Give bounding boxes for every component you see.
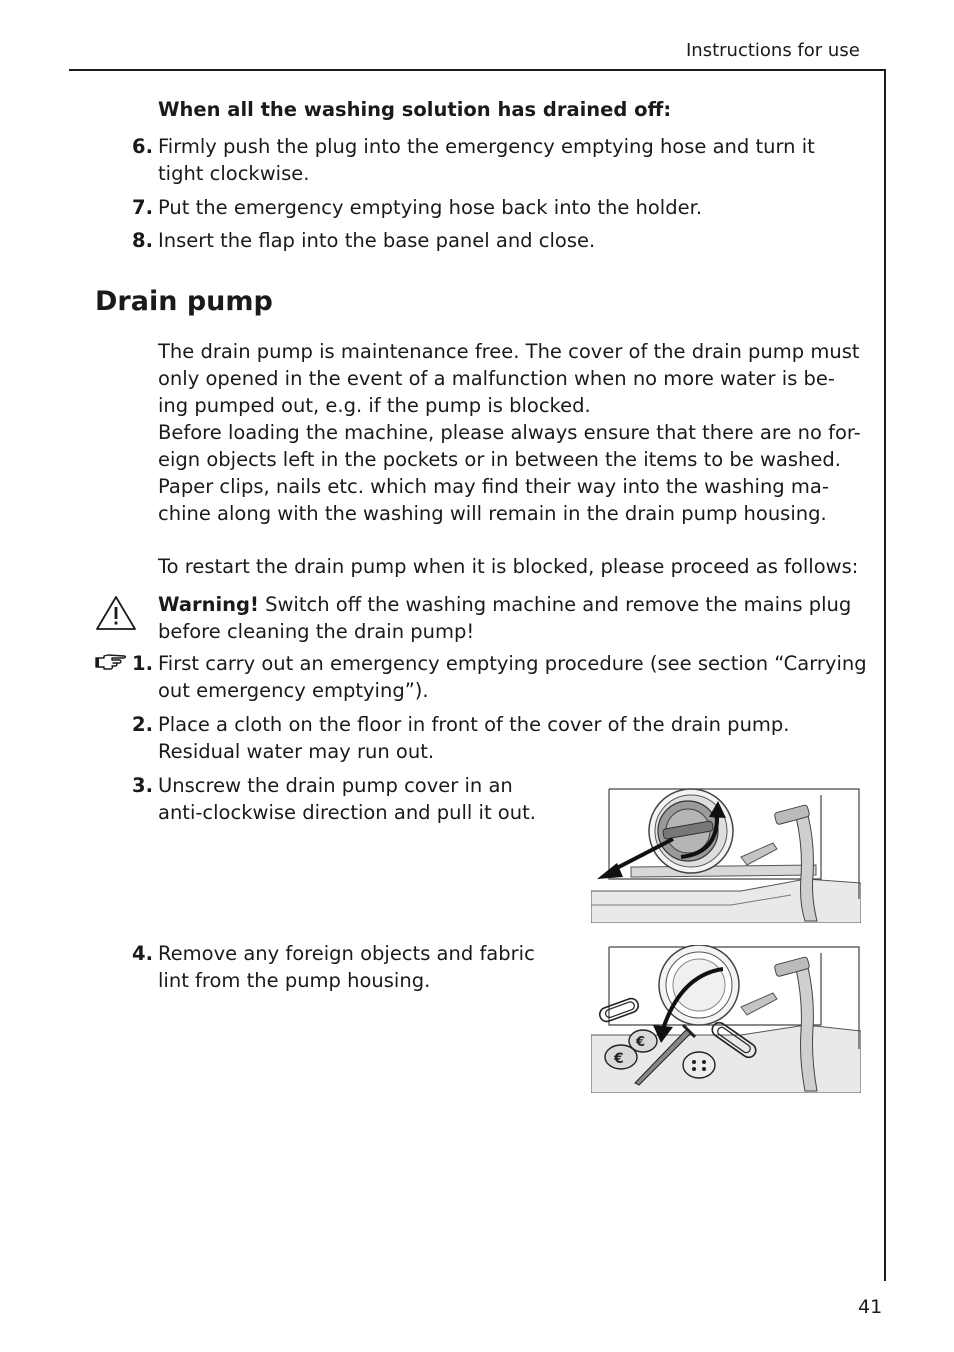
remove-foreign-objects-illustration — [590, 944, 862, 1094]
warning-label: Warning! — [158, 593, 259, 616]
step-text: Residual water may run out. — [158, 740, 435, 763]
intro-line: Paper clips, nails etc. which may find their way into the washing ma- — [158, 475, 829, 498]
running-header: Instructions for use — [686, 40, 860, 61]
svg-text:€: € — [636, 1035, 646, 1050]
step-text: Firmly push the plug into the emergency emptying hose and turn it — [158, 135, 815, 158]
step-number: 6. — [132, 135, 153, 158]
step-number: 8. — [132, 229, 153, 252]
page-number: 41 — [858, 1296, 883, 1318]
step-text: out emergency emptying”). — [158, 679, 429, 702]
step-number: 7. — [132, 196, 153, 219]
warning-text: Switch off the washing machine and remove the mains plug — [258, 593, 852, 616]
section-title: Drain pump — [95, 286, 273, 317]
intro-line: chine along with the washing will remain in the drain pump housing. — [158, 502, 827, 525]
step-number: 4. — [132, 942, 153, 965]
step-text: anti-clockwise direction and pull it out. — [158, 801, 536, 824]
step-number: 3. — [132, 774, 153, 797]
step-text: Unscrew the drain pump cover in an — [158, 774, 513, 797]
step-text: tight clockwise. — [158, 162, 310, 185]
intro-line: eign objects left in the pockets or in between the items to be washed. — [158, 448, 841, 471]
step-text: lint from the pump housing. — [158, 969, 431, 992]
intro-line: Before loading the machine, please always ensure that there are no for- — [158, 421, 861, 444]
drained-heading: When all the washing solution has drained off: — [158, 98, 672, 121]
intro-line: only opened in the event of a malfunction when no more water is be- — [158, 367, 835, 390]
pointing-hand-icon — [94, 653, 130, 671]
header-rule — [69, 69, 886, 71]
step-text: First carry out an emergency emptying procedure (see section “Carrying — [158, 652, 867, 675]
svg-text:€: € — [614, 1051, 624, 1067]
step-text: Place a cloth on the floor in front of the cover of the drain pump. — [158, 713, 790, 736]
step-number: 1. — [132, 652, 153, 675]
intro-line: ing pumped out, e.g. if the pump is blocked. — [158, 394, 591, 417]
step-text: Remove any foreign objects and fabric — [158, 942, 535, 965]
step-number: 2. — [132, 713, 153, 736]
intro-line: The drain pump is maintenance free. The cover of the drain pump must — [158, 340, 860, 363]
margin-rule — [884, 69, 886, 1281]
warning-triangle-icon — [94, 594, 138, 632]
unscrew-cover-illustration — [590, 786, 862, 924]
warning-line: before cleaning the drain pump! — [158, 620, 475, 643]
restart-line: To restart the drain pump when it is blocked, please proceed as follows: — [158, 555, 859, 578]
warning-line — [158, 591, 851, 618]
step-text: Insert the flap into the base panel and close. — [158, 229, 596, 252]
step-text: Put the emergency emptying hose back into the holder. — [158, 196, 703, 219]
